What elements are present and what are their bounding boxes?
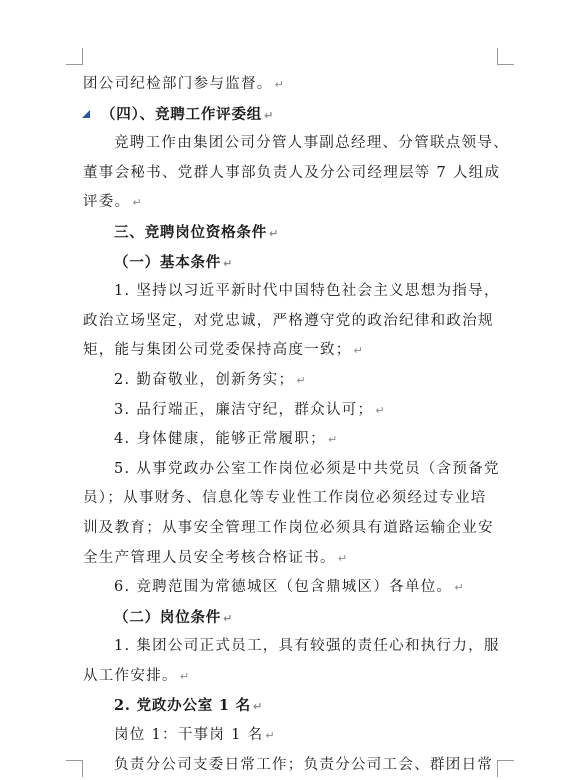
paragraph-line: 董事会秘书、党群人事部负责人及分公司经理层等 7 人组成	[83, 164, 501, 181]
return-mark: ↵	[274, 78, 284, 91]
crop-mark-top-right	[497, 48, 514, 65]
paragraph-line: 训及教育；从事安全管理工作岗位必须具有道路运输企业安	[83, 519, 494, 536]
paragraph-line: 3. 品行端正，廉洁守纪，群众认可； ↵	[114, 401, 385, 418]
paragraph-line: 政治立场坚定，对党忠诚，严格遵守党的政治纪律和政治规	[83, 312, 494, 329]
return-mark: ↵	[327, 433, 338, 447]
return-mark: ↵	[132, 196, 142, 210]
paragraph-line: 4. 身体健康，能够正常履职； ↵	[114, 431, 338, 448]
heading-level-4: （四）、竞聘工作评委组 ↵	[83, 100, 513, 130]
paragraph-line: 员）；从事财务、信息化等专业性工作岗位必须经过专业培	[83, 490, 487, 507]
item-heading: 2. 党政办公室 1 名 ↵	[114, 697, 263, 715]
return-mark: ↵	[223, 256, 233, 270]
subsection-heading: （一）基本条件 ↵	[114, 253, 233, 271]
return-mark: ↵	[179, 669, 190, 683]
section-heading: 三、竞聘岗位资格条件 ↵	[114, 223, 279, 241]
crop-mark-bottom-left	[66, 760, 83, 777]
return-mark: ↵	[296, 373, 306, 387]
subsection-heading: （二）岗位条件 ↵	[114, 608, 233, 626]
return-mark: ↵	[353, 344, 363, 358]
return-mark: ↵	[252, 700, 263, 714]
paragraph-line: 2. 勤奋敬业，创新务实； ↵	[114, 371, 306, 388]
return-mark: ↵	[264, 108, 274, 122]
paragraph-line: 5. 从事党政办公室工作岗位必须是中共党员（含预备党	[114, 460, 500, 477]
return-mark: ↵	[337, 551, 348, 565]
paragraph-line: 从工作安排。 ↵	[83, 667, 190, 684]
paragraph-line: 竞聘工作由集团公司分管人事副总经理、分管联点领导、	[114, 135, 509, 152]
return-mark: ↵	[269, 226, 279, 240]
return-mark: ↵	[223, 611, 233, 625]
paragraph-line: 全生产管理人员安全考核合格证书。 ↵	[83, 549, 348, 566]
crop-mark-top-left	[66, 48, 83, 65]
paragraph-line: 负责分公司支委日常工作；负责分公司工会、群团日常	[114, 756, 494, 773]
paragraph-line: 6. 竞聘范围为常德城区（包含鼎城区）各单位。 ↵	[114, 579, 464, 596]
paragraph-line: 1. 坚持以习近平新时代中国特色社会主义思想为指导，	[114, 283, 500, 300]
paragraph-line: 矩，能与集团公司党委保持高度一致； ↵	[83, 342, 363, 359]
return-mark: ↵	[265, 729, 275, 743]
paragraph-line: 岗位 1：干事岗 1 名 ↵	[114, 727, 275, 744]
document-body[interactable]	[83, 70, 513, 780]
return-mark: ↵	[454, 581, 464, 595]
return-mark: ↵	[375, 403, 385, 417]
paragraph-line: 团公司纪检部门参与监督。 ↵	[83, 76, 284, 92]
collapse-triangle-icon[interactable]	[82, 110, 90, 118]
paragraph-line: 1. 集团公司正式员工，具有较强的责任心和执行力，服	[114, 638, 500, 655]
paragraph-line: 评委。 ↵	[83, 194, 142, 211]
